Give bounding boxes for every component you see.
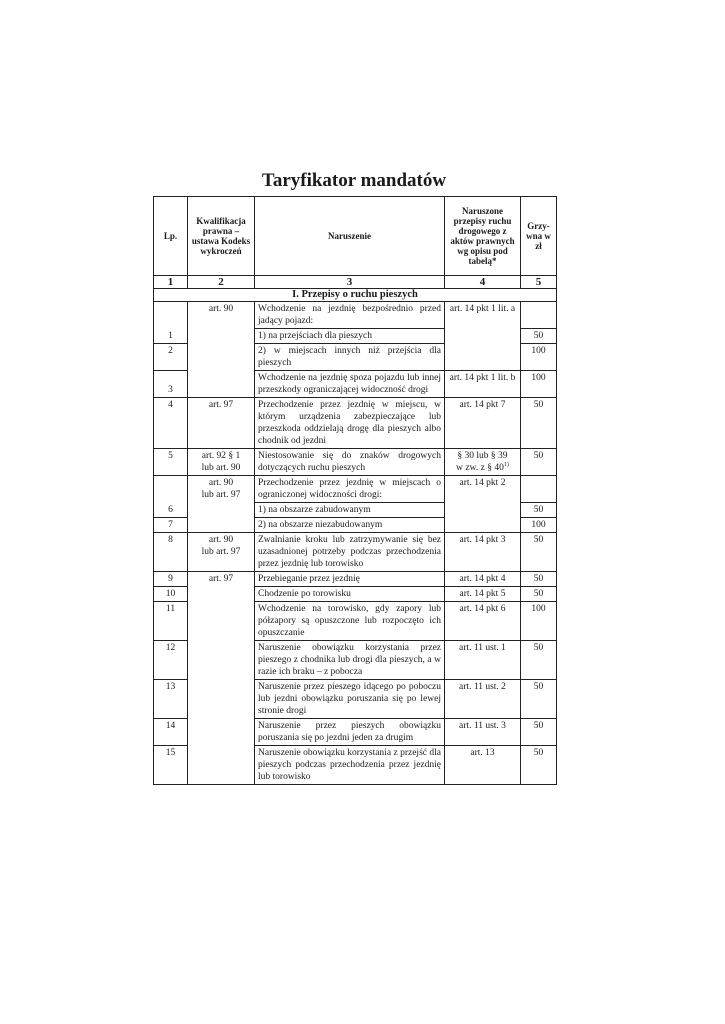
article-cell: art. 13 <box>445 746 521 785</box>
article-cell: art. 11 ust. 3 <box>445 719 521 746</box>
lp-cell: 5 <box>154 449 188 476</box>
kw-cell: art. 97 <box>188 398 255 449</box>
kw-line: art. 92 § 1 <box>201 451 241 461</box>
fine-cell: 50 <box>521 533 557 572</box>
violation-cell: Wchodzenie na jezdnię spoza pojazdu lub innej przeszkody ograniczającej widoczność drogi <box>255 371 445 398</box>
tariff-table <box>153 196 557 785</box>
violation-cell: Przechodzenie przez jezdnię w miejscach o ograniczonej widoczności drogi: <box>255 476 445 503</box>
lp-cell: 11 <box>154 602 188 641</box>
article-line: w zw. z § 40$^{1)}$ <box>456 461 509 473</box>
lp-cell: 12 <box>154 641 188 680</box>
kw-line: art. 90 <box>208 535 234 545</box>
violation-cell: Naruszenie obowiązku korzystania przez pieszego z chodnika lub drogi dla pieszych, a w razie ich braku – z pobocza <box>255 641 445 680</box>
violation-cell: Wchodzenie na jezdnię bezpośrednio przed jadący pojazd: <box>255 302 445 329</box>
violation-cell: 1) na przejściach dla pieszych <box>255 329 445 344</box>
table-row <box>154 572 557 587</box>
article-cell: art. 14 pkt 6 <box>445 602 521 641</box>
fine-cell: 50 <box>521 680 557 719</box>
kw-cell: art. 90 <box>188 302 255 398</box>
article-cell: art. 14 pkt 7 <box>445 398 521 449</box>
article-cell: art. 14 pkt 1 lit. b <box>445 371 521 398</box>
violation-cell: Przechodzenie przez jezdnię w miejscu, w którym urządzenia zabezpieczające lub przeszkoda oddzielają drogę dla pieszych albo chodnik od jezdni <box>255 398 445 449</box>
page-title: Taryfikator mandatów <box>261 170 447 191</box>
fine-cell: 100 <box>521 344 557 371</box>
lp-cell: 13 <box>154 680 188 719</box>
header-naruszenie: Naruszenie <box>255 197 445 276</box>
column-number: 4 <box>445 276 521 289</box>
section-title: I. Przepisy o ruchu pieszych <box>154 289 557 302</box>
violation-cell: Chodzenie po torowisku <box>255 587 445 602</box>
lp-cell: 9 <box>154 572 188 587</box>
fine-cell: 50 <box>521 398 557 449</box>
fine-cell: 100 <box>521 602 557 641</box>
article-cell: art. 14 pkt 3 <box>445 533 521 572</box>
table-row <box>154 398 557 449</box>
violation-cell: Przebieganie przez jezdnię <box>255 572 445 587</box>
footnote-marker: 1) <box>503 461 509 468</box>
lp-cell: 7 <box>154 518 188 533</box>
lp-cell: 3 <box>154 371 188 398</box>
fine-cell: 50 <box>521 587 557 602</box>
column-number: 1 <box>154 276 188 289</box>
table-row <box>154 302 557 329</box>
kw-cell <box>188 476 255 533</box>
lp-cell: 14 <box>154 719 188 746</box>
kw-cell: art. 97 <box>188 572 255 785</box>
header-row <box>154 197 557 276</box>
violation-cell: 2) na obszarze niezabudowanym <box>255 518 445 533</box>
kw-line: lub art. 90 <box>201 463 241 473</box>
violation-cell: Naruszenie przez pieszego idącego po poboczu lub jezdni obowiązku poruszania się po lewej stronie drogi <box>255 680 445 719</box>
lp-cell: 6 <box>154 503 188 518</box>
fine-cell: 50 <box>521 641 557 680</box>
article-line: § 30 lub § 39 <box>457 451 508 461</box>
article-cell: art. 14 pkt 2 <box>445 476 521 533</box>
lp-cell: 4 <box>154 398 188 449</box>
header-kwalifikacja: Kwalifikacja prawna – ustawa Kodeks wykroczeń <box>188 197 255 276</box>
article-cell: art. 14 pkt 4 <box>445 572 521 587</box>
article-cell: art. 14 pkt 1 lit. a <box>445 302 521 371</box>
violation-cell: Wchodzenie na torowisko, gdy zapory lub półzapory są opuszczone lub rozpoczęto ich opuszczanie <box>255 602 445 641</box>
fine-cell: 100 <box>521 371 557 398</box>
violation-cell: Naruszenie przez pieszych obowiązku poruszania się po jezdni jeden za drugim <box>255 719 445 746</box>
fine-cell: 50 <box>521 719 557 746</box>
violation-cell: 2) w miejscach innych niż przejścia dla pieszych <box>255 344 445 371</box>
column-number: 3 <box>255 276 445 289</box>
article-cell: art. 14 pkt 5 <box>445 587 521 602</box>
article-cell: art. 11 ust. 1 <box>445 641 521 680</box>
kw-line: lub art. 97 <box>201 547 241 557</box>
kw-line: lub art. 97 <box>201 490 241 500</box>
violation-cell: 1) na obszarze zabudowanym <box>255 503 445 518</box>
column-number: 2 <box>188 276 255 289</box>
lp-cell: 2 <box>154 344 188 371</box>
lp-cell: 10 <box>154 587 188 602</box>
violation-cell: Zwalnianie kroku lub zatrzymywanie się bez uzasadnionej potrzeby podczas przechodzenia przez jezdnię lub torowisko <box>255 533 445 572</box>
fine-cell: 50 <box>521 449 557 476</box>
header-lp: Lp. <box>154 197 188 276</box>
fine-cell: 50 <box>521 746 557 785</box>
violation-cell: Naruszenie obowiązku korzystania z przejść dla pieszych podczas przechodzenia przez jezdnię lub torowisko <box>255 746 445 785</box>
fine-cell: 50 <box>521 329 557 344</box>
header-grzywna: Grzy-wna w zł <box>521 197 557 276</box>
lp-cell: 15 <box>154 746 188 785</box>
table-row <box>154 449 557 476</box>
article-cell: art. 11 ust. 2 <box>445 680 521 719</box>
table-row <box>154 476 557 503</box>
fine-cell: 50 <box>521 572 557 587</box>
kw-line: art. 90 <box>208 478 234 488</box>
fine-cell: 50 <box>521 503 557 518</box>
table-row <box>154 533 557 572</box>
section-row <box>154 289 557 302</box>
kw-cell <box>188 449 255 476</box>
lp-cell: 8 <box>154 533 188 572</box>
column-number: 5 <box>521 276 557 289</box>
column-numbers-row <box>154 276 557 289</box>
violation-cell: Niestosowanie się do znaków drogowych dotyczących ruchu pieszych <box>255 449 445 476</box>
header-przepisy: Naruszone przepisy ruchu drogowego z aktów prawnych wg opisu pod tabelą* <box>445 197 521 276</box>
kw-cell <box>188 533 255 572</box>
article-cell <box>445 449 521 476</box>
fine-cell: 100 <box>521 518 557 533</box>
lp-cell: 1 <box>154 329 188 344</box>
